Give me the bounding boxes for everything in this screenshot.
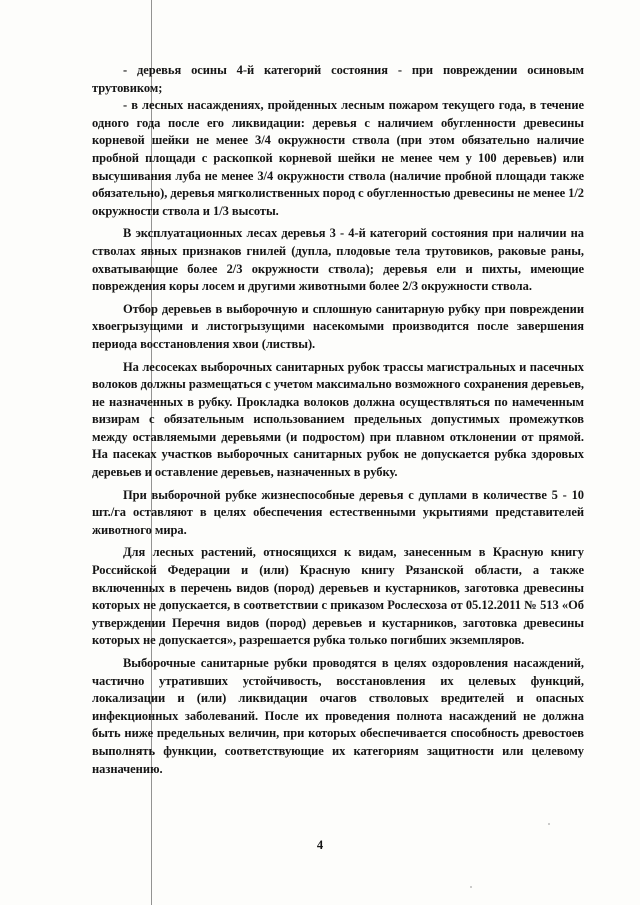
paragraph-fire-damaged-stands: - в лесных насаждениях, пройденных лесным пожаром текущего года, в течение одного года после его ликвидации: деревья с наличием обугленности древесины корневой шейки не менее 3/4 окружности ствола (при этом обязательно наличие пробной площади с раскопкой корневой шейки не менее чем у 100 деревьев) или высушивания луба не менее 3/4 окружности ствола (наличие пробной площади также обязательно), деревья мягколиственных пород с обугленностью древесины не менее 1/2 окружности ствола и 1/3 высоты. xyxy=(92,98,584,218)
paragraph-selective-sanitary-felling: Выборочные санитарные рубки проводятся в целях оздоровления насаждений, частично утративших устойчивость, восстановления их целевых функций, локализации и (или) ликвидации очагов стволовых вредителей и опасных инфекционных заболеваний. После их проведения полнота насаждений не должна быть ниже предельных величин, при которых обеспечивается способность древостоев выполнять функции, соответствующие их категориям защитности или целевому назначению. xyxy=(92,656,584,776)
paragraph-hollow-trees: При выборочной рубке жизнеспособные деревья с дуплами в количестве 5 - 10 шт./га оставляют в целях обеспечения естественными укрытиями представителей животного мира. xyxy=(92,487,584,537)
page-number: 4 xyxy=(316,838,324,852)
document-body xyxy=(92,62,584,778)
paragraph-exploitation-forests: В эксплуатационных лесах деревья 3 - 4-й категорий состояния при наличии на стволах явных признаков гнилей (дупла, плодовые тела трутовиков, раковые раны, охватывающие более 2/3 окружности ствола); деревья ели и пихты, имеющие повреждения коры лосем и другими животными более 2/3 окружности ствола. xyxy=(92,226,584,294)
paragraph-aspen-trees: - деревья осины 4-й категорий состояния - при повреждении осиновым трутовиком; xyxy=(92,63,584,95)
paragraph-red-book-species: Для лесных растений, относящихся к видам, занесенным в Красную книгу Российской Федерации и (или) Красную книгу Рязанской области, а также включенных в перечень видов (пород) деревьев и кустарников, заготовка древесины которых не допускается, в соответствии с приказом Рослесхоза от 05.12.2011 № 513 «Об утверждении Перечня видов (пород) деревьев и кустарников, заготовка древесины которых не допускается», разрешается рубка только погибших экземпляров. xyxy=(92,545,584,648)
scan-speck xyxy=(470,886,472,888)
scan-speck xyxy=(548,823,550,825)
paragraph-skid-trails: На лесосеках выборочных санитарных рубок трассы магистральных и пасечных волоков должны размещаться с учетом максимально возможного сохранения деревьев, не назначенных в рубку. Прокладка волоков должна осуществляться по намеченным визирам с обязательным использованием предельных допустимых промежутков между оставляемыми деревьями (и подростом) при плавном отклонении от прямой. На пасеках участков выборочных санитарных рубок не допускается рубка здоровых деревьев и оставление деревьев, назначенных в рубку. xyxy=(92,359,584,480)
paragraph-insect-damage: Отбор деревьев в выборочную и сплошную санитарную рубку при повреждении хвоегрызущими и листогрызущими насекомыми производится после завершения периода восстановления хвои (листвы). xyxy=(92,301,584,351)
